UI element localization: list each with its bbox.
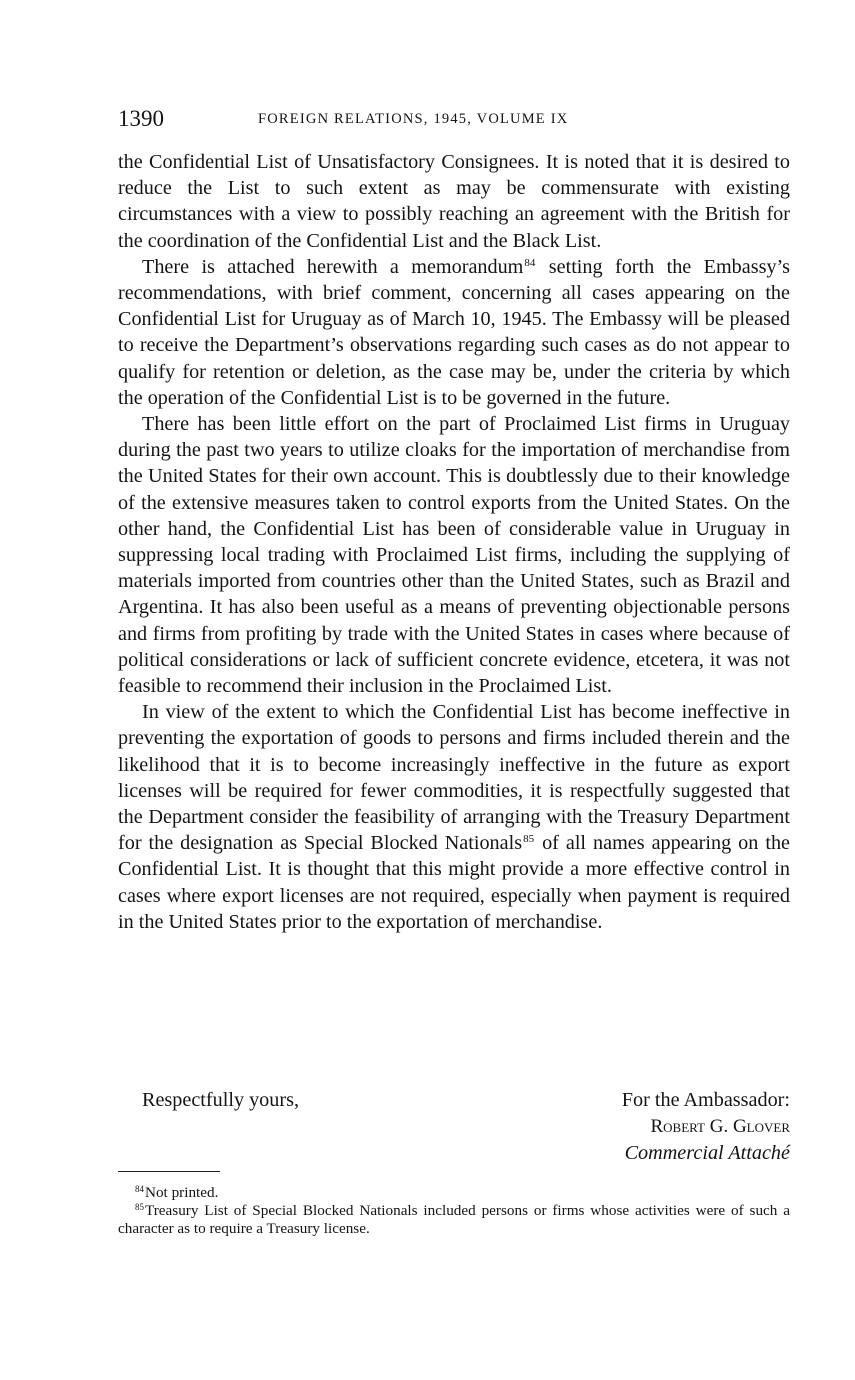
footnotes xyxy=(118,1184,790,1238)
footnote-number: 85 xyxy=(135,1202,144,1212)
paragraph-1 xyxy=(118,149,790,254)
letter-closing xyxy=(118,1087,790,1167)
signer-title: Commercial Attaché xyxy=(624,1142,790,1164)
paragraph-text: In view of the extent to which the Confidential List has become ineffective in preventing the exportation of goods to persons and firms included therein and the likelihood that it is to become increasingly ineffective in the future as export licenses will be required for fewer commodities, it is respectfully suggested that the Department consider the feasibility of arranging with the Treasury Department for the designation as Special Blocked Nationals xyxy=(118,701,790,855)
paragraph-text: There has been little effort on the part of Proclaimed List firms in Uruguay during the past two years to utilize cloaks for the importation of merchandise from the United States for their own account. This is doubtlessly due to their knowledge of the extensive measures taken to control exports from the United States. On the other hand, the Confidential List has been of considerable value in Uruguay in suppressing local trading with Proclaimed List firms, including the supplying of materials imported from countries other than the United States, such as Brazil and Argentina. It has also been useful as a means of preventing objectionable persons and firms from profiting by trade with the United States in cases where because of political considerations or lack of sufficient concrete evidence, etcetera, it was not feasible to recommend their inclusion in the Proclaimed List. xyxy=(118,413,790,698)
letter-body xyxy=(118,149,790,935)
paragraph-text: setting forth the Embassy’s recommendations, with brief comment, concerning all cases appearing on the Confidential List for Uruguay as of March 10, 1945. The Embassy will be pleased to receive the Department’s observations regarding such cases as do not appear to qualify for retention or deletion, as the case may be, under the criteria by which the operation of the Confidential List is to be governed in the future. xyxy=(118,255,790,409)
footnote-85 xyxy=(118,1202,790,1238)
page-header xyxy=(118,104,790,134)
page-number: 1390 xyxy=(118,106,164,131)
paragraph-3 xyxy=(118,411,790,699)
running-head: FOREIGN RELATIONS, 1945, VOLUME IX xyxy=(258,111,569,127)
footnote-text: Treasury List of Special Blocked Nationals included persons or firms whose activities were of such a character as to require a Treasury license. xyxy=(118,1202,790,1237)
paragraph-4 xyxy=(118,699,790,935)
complimentary-close: Respectfully yours, xyxy=(142,1089,299,1111)
footnote-number: 84 xyxy=(135,1184,144,1194)
footnote-text: Not printed. xyxy=(145,1184,219,1201)
paragraph-text: of all names appearing on the Confidential List. It is thought that this might provide a more effective control in cases where export licenses are not required, especially when payment is required in the United States prior to the exportation of merchandise. xyxy=(118,832,790,933)
footnote-ref-85: 85 xyxy=(523,833,535,846)
footnote-ref-84: 84 xyxy=(524,256,536,269)
footnote-divider xyxy=(118,1171,220,1172)
paragraph-text: There is attached herewith a memorandum xyxy=(142,255,524,278)
paragraph-text: the Confidential List of Unsatisfactory Consignees. It is noted that it is desired to reduce the List to such extent as may be commensurate with existing circumstances with a view to possibly reaching an agreement with the British for the coordination of the Confidential List and the Black List. xyxy=(118,151,790,252)
signer-name: Robert G. Glover xyxy=(650,1116,790,1137)
paragraph-2 xyxy=(118,254,790,411)
footnote-84 xyxy=(118,1184,790,1202)
for-ambassador-line: For the Ambassador: xyxy=(621,1089,790,1111)
